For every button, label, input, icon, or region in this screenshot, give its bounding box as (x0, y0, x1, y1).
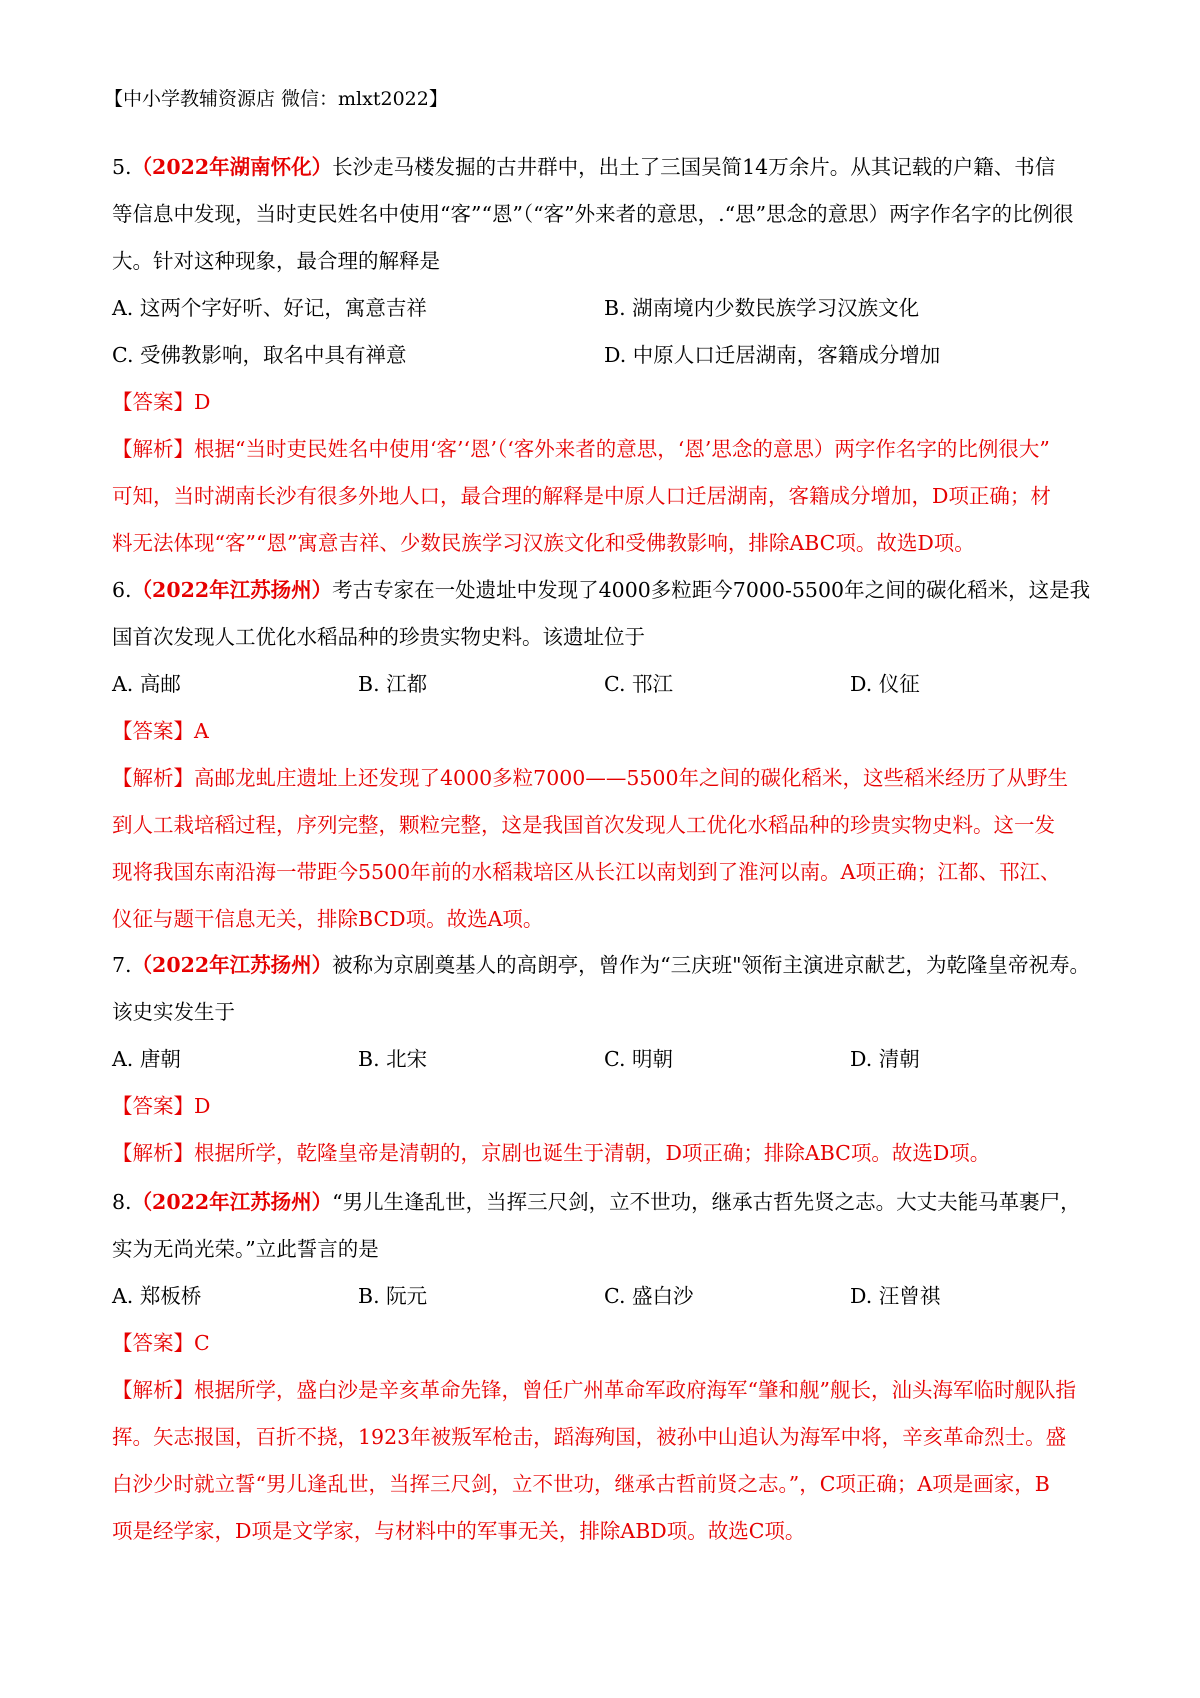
question-stem-line: 实为无尚光荣。”立此誓言的是 (112, 1237, 379, 1261)
option-c: C. 受佛教影响，取名中具有禅意 (112, 343, 407, 367)
question-stem-line: 国首次发现人工优化水稻品种的珍贵实物史料。该遗址位于 (112, 625, 645, 649)
question-stem-line: 6.（2022年江苏扬州）考古专家在一处遗址中发现了4000多粒距今7000-5500年之间的碳化稻米，这是我 (112, 578, 1091, 602)
option-d: D. 清朝 (850, 1047, 920, 1071)
question-stem-line: 大。针对这种现象，最合理的解释是 (112, 249, 440, 273)
question-6 (112, 567, 1102, 943)
option-b: B. 湖南境内少数民族学习汉族文化 (604, 296, 920, 320)
option-b: B. 阮元 (358, 1284, 428, 1308)
answer-label: 【答案】 (112, 1331, 194, 1355)
options-row (112, 285, 1102, 332)
analysis-label: 【解析】 (112, 1378, 194, 1402)
question-source: （2022年江苏扬州） (131, 578, 333, 602)
analysis-line: 到人工栽培稻过程，序列完整，颗粒完整，这是我国首次发现人工优化水稻品种的珍贵实物史料。这一发 (112, 813, 1055, 837)
question-stem-line: 5.（2022年湖南怀化）长沙走马楼发掘的古井群中，出土了三国吴简14万余片。从其记载的户籍、书信 (112, 155, 1056, 179)
question-7 (112, 942, 1102, 1177)
options-row (112, 1273, 1102, 1320)
question-stem-line: 7.（2022年江苏扬州）被称为京剧奠基人的高朗亭，曾作为“三庆班"领衔主演进京献艺，为乾隆皇帝祝寿。 (112, 953, 1091, 977)
answer-label: 【答案】 (112, 1094, 194, 1118)
option-c: C. 盛白沙 (604, 1284, 694, 1308)
analysis-line: 现将我国东南沿海一带距今5500年前的水稻栽培区从长江以南划到了淮河以南。A项正确；江都、邗江、 (112, 860, 1061, 884)
question-number: 5. (112, 155, 132, 179)
answer-line (112, 1320, 1102, 1367)
analysis-line: 仪征与题干信息无关，排除BCD项。故选A项。 (112, 907, 544, 931)
analysis-line: 挥。矢志报国，百折不挠，1923年被叛军枪击，蹈海殉国，被孙中山追认为海军中将，辛亥革命烈士。盛 (112, 1425, 1067, 1449)
options-row (112, 1036, 1102, 1083)
option-d: D. 汪曾祺 (850, 1284, 941, 1308)
analysis-line: 【解析】根据所学，盛白沙是辛亥革命先锋，曾任广州革命军政府海军“肇和舰”舰长，汕头海军临时舰队指 (112, 1378, 1076, 1402)
option-a: A. 唐朝 (112, 1047, 181, 1071)
question-source: （2022年江苏扬州） (131, 953, 333, 977)
question-8 (112, 1179, 1102, 1555)
option-b: B. 江都 (358, 672, 428, 696)
question-number: 6. (112, 578, 132, 602)
question-source: （2022年江苏扬州） (131, 1190, 333, 1214)
answer-line (112, 1083, 1102, 1130)
analysis-line: 可知，当时湖南长沙有很多外地人口，最合理的解释是中原人口迁居湖南，客籍成分增加，D项正确；材 (112, 484, 1051, 508)
answer-value: D (194, 390, 211, 414)
options-row (112, 332, 1102, 379)
analysis-line: 【解析】高邮龙虬庄遗址上还发现了4000多粒7000——5500年之间的碳化稻米，这些稻米经历了从野生 (112, 766, 1069, 790)
question-stem-line: 该史实发生于 (112, 1000, 235, 1024)
option-a: A. 郑板桥 (112, 1284, 202, 1308)
analysis-label: 【解析】 (112, 766, 194, 790)
question-source: （2022年湖南怀化） (131, 155, 333, 179)
question-number: 7. (112, 953, 132, 977)
analysis-label: 【解析】 (112, 1141, 194, 1165)
answer-value: D (194, 1094, 211, 1118)
option-a: A. 高邮 (112, 672, 181, 696)
question-number: 8. (112, 1190, 132, 1214)
answer-label: 【答案】 (112, 719, 194, 743)
question-stem-line: 等信息中发现，当时吏民姓名中使用“客”“恩”（“客”外来者的意思，.“思”思念的意思）两字作名字的比例很 (112, 202, 1074, 226)
option-c: C. 邗江 (604, 672, 673, 696)
option-c: C. 明朝 (604, 1047, 673, 1071)
option-b: B. 北宋 (358, 1047, 428, 1071)
options-row (112, 661, 1102, 708)
answer-line (112, 708, 1102, 755)
answer-value: A (194, 719, 209, 743)
analysis-line: 料无法体现“客”“恩”寓意吉祥、少数民族学习汉族文化和受佛教影响，排除ABC项。故选D项。 (112, 531, 975, 555)
answer-line (112, 379, 1102, 426)
answer-label: 【答案】 (112, 390, 194, 414)
analysis-line: 白沙少时就立誓“男儿逢乱世，当挥三尺剑，立不世功，继承古哲前贤之志。”，C项正确；A项是画家，B (112, 1472, 1050, 1496)
analysis-line: 【解析】根据“当时吏民姓名中使用‘客’‘恩’（‘客外来者的意思，‘恩’思念的意思）两字作名字的比例很大” (112, 437, 1050, 461)
question-stem-line: 8.（2022年江苏扬州）“男儿生逢乱世，当挥三尺剑，立不世功，继承古哲先贤之志。大丈夫能马革裹尸， (112, 1190, 1081, 1214)
option-d: D. 中原人口迁居湖南，客籍成分增加 (604, 343, 941, 367)
analysis-line: 【解析】根据所学，乾隆皇帝是清朝的，京剧也诞生于清朝，D项正确；排除ABC项。故选D项。 (112, 1141, 991, 1165)
question-5 (112, 144, 1102, 567)
analysis-label: 【解析】 (112, 437, 194, 461)
option-a: A. 这两个字好听、好记，寓意吉祥 (112, 296, 427, 320)
page-header: 【中小学教辅资源店 微信：mlxt2022】 (104, 88, 448, 110)
option-d: D. 仪征 (850, 672, 920, 696)
answer-value: C (194, 1331, 210, 1355)
analysis-line: 项是经学家，D项是文学家，与材料中的军事无关，排除ABD项。故选C项。 (112, 1519, 806, 1543)
